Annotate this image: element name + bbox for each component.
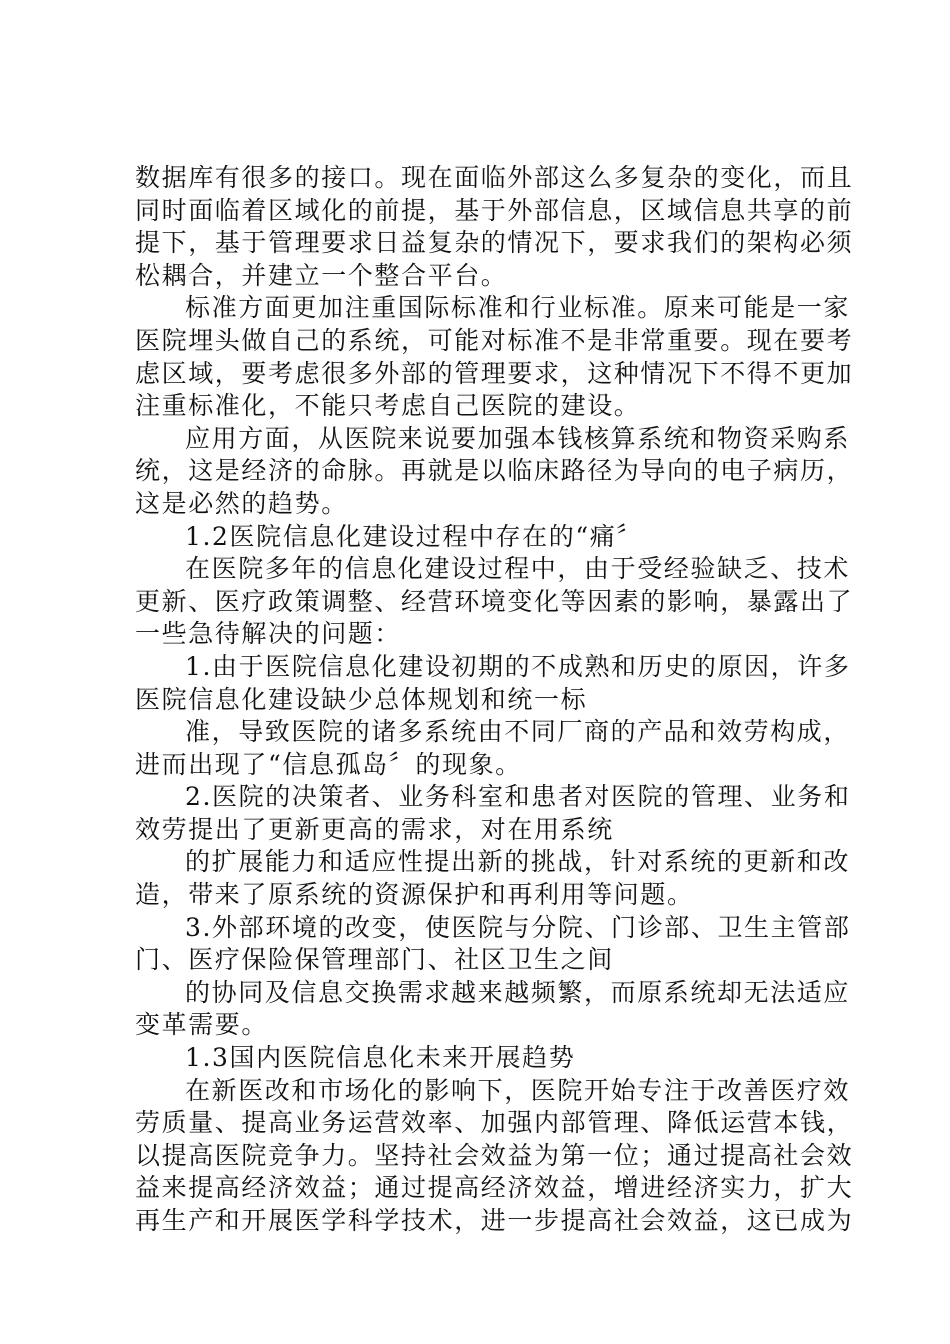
text-line: 数据库有很多的接口。现在面临外部这么多复杂的变化，而且 xyxy=(135,163,854,192)
text-line: 进而出现了“信息孤岛〞的现象。 xyxy=(135,749,522,779)
text-line: 这是必然的趋势。 xyxy=(135,488,348,518)
text-line: 以提高医院竞争力。坚持社会效益为第一位；通过提高社会效 xyxy=(135,1140,854,1170)
text-line: 造，带来了原系统的资源保护和再利用等问题。 xyxy=(135,880,694,910)
text-line: 的扩展能力和适应性提出新的挑战，针对系统的更新和改 xyxy=(185,847,851,877)
text-line: 益来提高经济效益；通过提高经济效益，增进经济实力，扩大 xyxy=(135,1173,854,1203)
text-line: 标准方面更加注重国际标准和行业标准。原来可能是一家 xyxy=(185,293,851,323)
text-line: 应用方面，从医院来说要加强本钱核算系统和物资采购系 xyxy=(185,423,851,453)
text-line: 1.3国内医院信息化未来开展趋势 xyxy=(185,1043,576,1073)
text-line: 同时面临着区域化的前提，基于外部信息，区域信息共享的前 xyxy=(135,195,854,225)
text-line: 3.外部环境的改变，使医院与分院、门诊部、卫生主管部 xyxy=(185,912,851,942)
document-body xyxy=(135,162,854,1238)
text-line: 在医院多年的信息化建设过程中，由于受经验缺乏、技术 xyxy=(185,554,851,584)
text-line: 变革需要。 xyxy=(135,1010,269,1040)
text-line: 1.由于医院信息化建设初期的不成熟和历史的原因，许多 xyxy=(185,651,851,681)
text-line: 注重标准化，不能只考虑自己医院的建设。 xyxy=(135,391,641,421)
text-line: 虑区域，要考虑很多外部的管理要求，这种情况下不得不更加 xyxy=(135,358,854,388)
text-line: 一些急待解决的问题： xyxy=(135,619,402,649)
text-line: 再生产和开展医学科学技术，进一步提高社会效益，这已成为 xyxy=(135,1206,854,1235)
text-line: 统，这是经济的命脉。再就是以临床路径为导向的电子病历， xyxy=(135,456,854,486)
text-line: 松耦合，并建立一个整合平台。 xyxy=(135,260,508,290)
text-line: 2.医院的决策者、业务科室和患者对医院的管理、业务和 xyxy=(185,782,851,812)
text-line: 1.2医院信息化建设过程中存在的“痛〞 xyxy=(185,521,643,551)
text-line: 劳质量、提高业务运营效率、加强内部管理、降低运营本钱， xyxy=(135,1108,854,1138)
text-line: 提下，基于管理要求日益复杂的情况下，要求我们的架构必须 xyxy=(135,228,854,258)
text-line: 准，导致医院的诸多系统由不同厂商的产品和效劳构成， xyxy=(185,717,851,747)
text-line: 在新医改和市场化的影响下，医院开始专注于改善医疗效 xyxy=(185,1075,851,1105)
text-line: 医院信息化建设缺少总体规划和统一标 xyxy=(135,684,588,714)
text-line: 的协同及信息交换需求越来越频繁，而原系统却无法适应 xyxy=(185,977,851,1007)
text-line: 更新、医疗政策调整、经营环境变化等因素的影响，暴露出了 xyxy=(135,586,854,616)
text-line: 医院埋头做自己的系统，可能对标准不是非常重要。现在要考 xyxy=(135,325,854,355)
text-line: 效劳提出了更新更高的需求，对在用系统 xyxy=(135,814,614,844)
text-line: 门、医疗保险保管理部门、社区卫生之间 xyxy=(135,945,614,975)
